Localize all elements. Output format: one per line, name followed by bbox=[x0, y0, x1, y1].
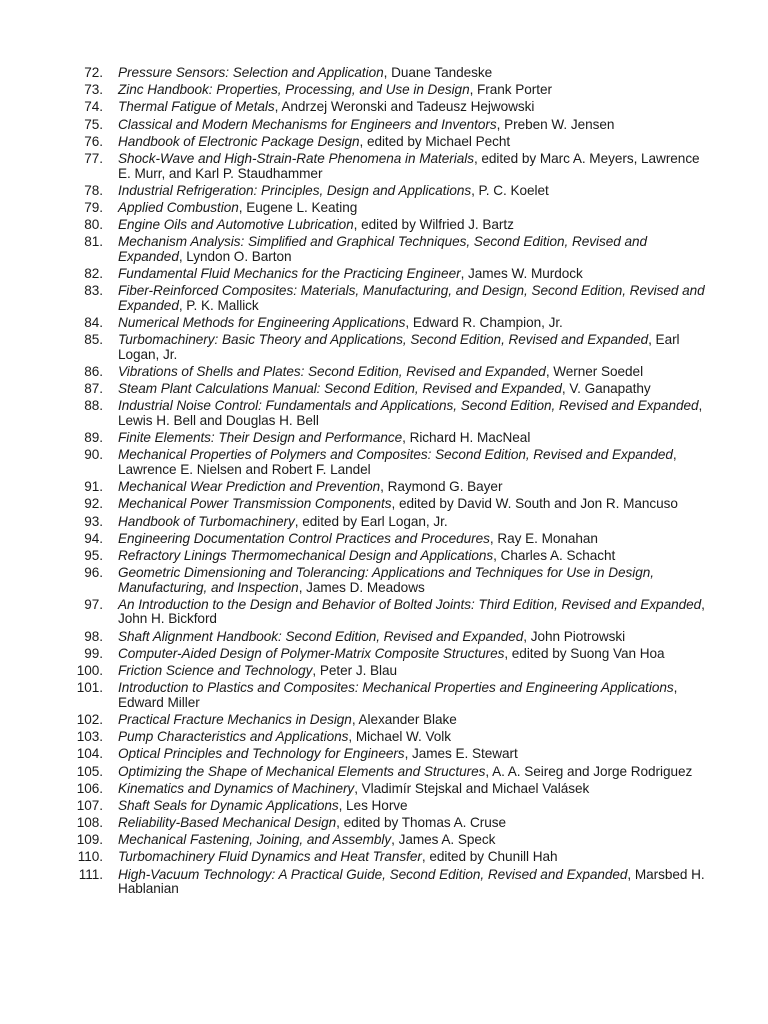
entry-number-cell bbox=[0, 664, 103, 679]
book-title: Steam Plant Calculations Manual: Second Edition, Revised and Expanded bbox=[118, 381, 562, 397]
book-authors: , P. C. Koelet bbox=[471, 182, 549, 198]
book-authors: , edited by Wilfried J. Bartz bbox=[353, 217, 514, 233]
entry-text bbox=[118, 118, 708, 133]
entry-number: 93. bbox=[84, 513, 103, 529]
entry-text bbox=[118, 681, 708, 710]
book-authors: , Werner Soedel bbox=[545, 364, 644, 379]
book-title: Pump Characteristics and Applications bbox=[118, 729, 349, 745]
book-title: Shaft Alignment Handbook: Second Edition, Revised and Expanded bbox=[118, 628, 524, 644]
list-item bbox=[0, 747, 768, 762]
entry-text bbox=[118, 816, 708, 831]
entry-text bbox=[118, 532, 708, 547]
list-item bbox=[0, 399, 768, 428]
list-item bbox=[0, 765, 768, 780]
entry-number: 101. bbox=[76, 680, 103, 696]
entry-number-cell bbox=[0, 235, 103, 264]
book-authors: , Duane Tandeske bbox=[383, 65, 493, 80]
entry-text bbox=[118, 713, 708, 728]
entry-number-cell bbox=[0, 448, 103, 477]
entry-number: 91. bbox=[84, 479, 103, 495]
book-title: An Introduction to the Design and Behavior of Bolted Joints: Third Edition, Revised and Expanded bbox=[118, 596, 702, 612]
list-item bbox=[0, 480, 768, 495]
entry-text bbox=[118, 747, 708, 762]
book-title: Mechanical Properties of Polymers and Composites: Second Edition, Revised and Expanded bbox=[118, 447, 673, 463]
list-item bbox=[0, 868, 768, 897]
list-item bbox=[0, 730, 768, 745]
book-title: Turbomachinery: Basic Theory and Applications, Second Edition, Revised and Expanded bbox=[118, 332, 649, 348]
list-item bbox=[0, 799, 768, 814]
book-authors: , Vladimír Stejskal and Michael Valásek bbox=[354, 780, 590, 796]
entry-number-cell bbox=[0, 118, 103, 133]
list-item bbox=[0, 66, 768, 81]
book-title: Turbomachinery Fluid Dynamics and Heat Transfer bbox=[118, 849, 422, 865]
book-title: Shock-Wave and High-Strain-Rate Phenomena in Materials bbox=[118, 150, 474, 166]
book-authors: , V. Ganapathy bbox=[561, 381, 651, 397]
list-item bbox=[0, 235, 768, 264]
book-title: Computer-Aided Design of Polymer-Matrix Composite Structures bbox=[118, 645, 505, 661]
book-title: Fundamental Fluid Mechanics for the Practicing Engineer bbox=[118, 266, 461, 282]
book-title: Kinematics and Dynamics of Machinery bbox=[118, 780, 355, 796]
book-title: Mechanical Power Transmission Components bbox=[118, 496, 392, 512]
book-title: Industrial Refrigeration: Principles, Design and Applications bbox=[118, 182, 472, 198]
book-authors: , edited by Suong Van Hoa bbox=[504, 645, 665, 661]
book-title: Finite Elements: Their Design and Performance bbox=[118, 430, 403, 446]
list-item bbox=[0, 681, 768, 710]
book-authors: , James A. Speck bbox=[391, 832, 496, 848]
book-authors: , Edward Miller bbox=[118, 680, 678, 710]
entry-number-cell bbox=[0, 333, 103, 362]
entry-text bbox=[118, 799, 708, 814]
entry-text bbox=[118, 664, 708, 679]
book-title: Reliability-Based Mechanical Design bbox=[118, 815, 337, 831]
list-item bbox=[0, 118, 768, 133]
entry-text bbox=[118, 833, 708, 848]
book-authors: , Charles A. Schacht bbox=[493, 547, 616, 563]
entry-number-cell bbox=[0, 201, 103, 216]
entry-number-cell bbox=[0, 566, 103, 595]
list-item bbox=[0, 647, 768, 662]
book-title: Optical Principles and Technology for Engineers bbox=[118, 746, 405, 762]
entry-number: 77. bbox=[84, 150, 103, 166]
entry-number: 84. bbox=[84, 315, 103, 331]
entry-number: 92. bbox=[84, 496, 103, 512]
book-authors: , Lyndon O. Barton bbox=[178, 248, 292, 264]
list-item bbox=[0, 515, 768, 530]
entry-text bbox=[118, 730, 708, 745]
entry-text bbox=[118, 647, 708, 662]
entry-number: 100. bbox=[76, 663, 103, 678]
book-title: Handbook of Turbomachinery bbox=[118, 513, 295, 529]
entry-number-cell bbox=[0, 730, 103, 745]
book-authors: , Preben W. Jensen bbox=[496, 116, 615, 132]
book-authors: , Earl Logan, Jr. bbox=[118, 332, 680, 362]
list-item bbox=[0, 630, 768, 645]
entry-text bbox=[118, 382, 708, 397]
book-authors: , James W. Murdock bbox=[460, 266, 583, 282]
book-authors: , Lawrence E. Nielsen and Robert F. Landel bbox=[118, 447, 677, 477]
entry-text bbox=[118, 868, 708, 897]
entry-text bbox=[118, 448, 708, 477]
book-title: Engine Oils and Automotive Lubrication bbox=[118, 217, 354, 233]
entry-number: 73. bbox=[84, 82, 103, 98]
entry-text bbox=[118, 267, 708, 282]
list-item bbox=[0, 218, 768, 233]
entry-number: 83. bbox=[84, 283, 103, 299]
entry-number-cell bbox=[0, 850, 103, 865]
entry-number: 87. bbox=[84, 381, 103, 397]
entry-number: 89. bbox=[84, 430, 103, 446]
entry-text bbox=[118, 100, 708, 115]
list-item bbox=[0, 184, 768, 199]
list-item bbox=[0, 201, 768, 216]
book-title: Geometric Dimensioning and Tolerancing: Applications and Techniques for Use in Design, Manufacturing, and Inspection bbox=[118, 565, 654, 595]
entry-number: 104. bbox=[76, 746, 103, 762]
entry-text bbox=[118, 201, 708, 216]
book-title: Thermal Fatigue of Metals bbox=[118, 99, 275, 115]
list-item bbox=[0, 833, 768, 848]
list-item bbox=[0, 448, 768, 477]
list-item bbox=[0, 598, 768, 627]
book-authors: , Raymond G. Bayer bbox=[380, 479, 503, 495]
entry-number-cell bbox=[0, 598, 103, 627]
entry-text bbox=[118, 480, 708, 495]
book-title: Numerical Methods for Engineering Applications bbox=[118, 315, 406, 331]
book-authors: , edited by Thomas A. Cruse bbox=[336, 815, 507, 831]
list-item bbox=[0, 850, 768, 865]
entry-number: 74. bbox=[84, 99, 103, 115]
entry-number-cell bbox=[0, 868, 103, 897]
book-title: Pressure Sensors: Selection and Application bbox=[118, 65, 384, 80]
entry-number-cell bbox=[0, 799, 103, 814]
entry-number: 72. bbox=[84, 65, 103, 80]
entry-number-cell bbox=[0, 83, 103, 98]
list-item bbox=[0, 135, 768, 150]
entry-number: 103. bbox=[76, 729, 103, 745]
book-title: Mechanism Analysis: Simplified and Graphical Techniques, Second Edition, Revised and Expanded bbox=[118, 234, 648, 264]
book-authors: , edited by Chunill Hah bbox=[421, 849, 558, 865]
book-authors: , edited by Marc A. Meyers, Lawrence E. Murr, and Karl P. Staudhammer bbox=[118, 150, 700, 181]
list-item bbox=[0, 333, 768, 362]
book-authors: , Frank Porter bbox=[469, 82, 552, 98]
book-authors: , Les Horve bbox=[338, 797, 408, 813]
entry-number-cell bbox=[0, 497, 103, 512]
list-item bbox=[0, 100, 768, 115]
entry-number: 80. bbox=[84, 217, 103, 233]
entry-number-cell bbox=[0, 267, 103, 282]
entry-number-cell bbox=[0, 765, 103, 780]
entry-text bbox=[118, 184, 708, 199]
entry-text bbox=[118, 399, 708, 428]
entry-number-cell bbox=[0, 316, 103, 331]
list-item bbox=[0, 284, 768, 313]
book-title: Classical and Modern Mechanisms for Engineers and Inventors bbox=[118, 116, 497, 132]
entry-number-cell bbox=[0, 382, 103, 397]
entry-text bbox=[118, 765, 708, 780]
list-item bbox=[0, 664, 768, 679]
entry-number: 107. bbox=[76, 797, 103, 813]
book-title: Industrial Noise Control: Fundamentals and Applications, Second Edition, Revised and Expanded bbox=[118, 398, 699, 414]
book-authors: , John H. Bickford bbox=[118, 596, 705, 627]
entry-number: 86. bbox=[84, 364, 103, 379]
entry-number-cell bbox=[0, 681, 103, 710]
book-authors: , Richard H. MacNeal bbox=[402, 430, 531, 446]
list-item bbox=[0, 83, 768, 98]
entry-number: 111. bbox=[78, 866, 103, 882]
entry-text bbox=[118, 333, 708, 362]
list-item bbox=[0, 497, 768, 512]
entry-number: 98. bbox=[84, 628, 103, 644]
entry-text bbox=[118, 218, 708, 233]
book-authors: , edited by Earl Logan, Jr. bbox=[294, 513, 448, 529]
entry-number-cell bbox=[0, 549, 103, 564]
list-item bbox=[0, 566, 768, 595]
entry-text bbox=[118, 235, 708, 264]
book-authors: , Peter J. Blau bbox=[312, 663, 398, 678]
entry-number: 81. bbox=[84, 234, 103, 250]
book-title: Mechanical Fastening, Joining, and Assembly bbox=[118, 832, 392, 848]
book-title: Practical Fracture Mechanics in Design bbox=[118, 711, 352, 727]
entry-text bbox=[118, 83, 708, 98]
book-series-list bbox=[0, 66, 768, 899]
entry-text bbox=[118, 365, 708, 380]
book-title: Optimizing the Shape of Mechanical Elements and Structures bbox=[118, 763, 486, 779]
list-item bbox=[0, 782, 768, 797]
list-item bbox=[0, 267, 768, 282]
book-title: Handbook of Electronic Package Design bbox=[118, 133, 360, 149]
book-authors: , edited by Michael Pecht bbox=[359, 133, 511, 149]
book-title: High-Vacuum Technology: A Practical Guide, Second Edition, Revised and Expanded bbox=[118, 866, 628, 882]
entry-number-cell bbox=[0, 747, 103, 762]
entry-text bbox=[118, 135, 708, 150]
entry-text bbox=[118, 431, 708, 446]
book-authors: , James D. Meadows bbox=[298, 579, 425, 595]
entry-number: 108. bbox=[76, 815, 103, 831]
list-item bbox=[0, 549, 768, 564]
entry-number: 90. bbox=[84, 447, 103, 463]
list-item bbox=[0, 532, 768, 547]
book-title: Zinc Handbook: Properties, Processing, and Use in Design bbox=[118, 82, 470, 98]
entry-number-cell bbox=[0, 184, 103, 199]
entry-number: 75. bbox=[84, 116, 103, 132]
entry-text bbox=[118, 850, 708, 865]
entry-text bbox=[118, 66, 708, 81]
entry-text bbox=[118, 630, 708, 645]
entry-number-cell bbox=[0, 218, 103, 233]
book-authors: , edited by David W. South and Jon R. Mancuso bbox=[391, 496, 678, 512]
book-authors: , James E. Stewart bbox=[404, 746, 518, 762]
entry-number-cell bbox=[0, 515, 103, 530]
entry-number-cell bbox=[0, 532, 103, 547]
entry-text bbox=[118, 497, 708, 512]
entry-number: 109. bbox=[76, 832, 103, 848]
entry-text bbox=[118, 152, 708, 181]
entry-number: 110. bbox=[77, 849, 103, 865]
book-authors: , John Piotrowski bbox=[523, 628, 626, 644]
book-title: Applied Combustion bbox=[118, 199, 239, 215]
list-item bbox=[0, 713, 768, 728]
entry-number: 79. bbox=[84, 199, 103, 215]
entry-number: 76. bbox=[84, 133, 103, 149]
book-authors: , Marsbed H. Hablanian bbox=[118, 866, 705, 897]
entry-number-cell bbox=[0, 480, 103, 495]
entry-number-cell bbox=[0, 630, 103, 645]
entry-number-cell bbox=[0, 365, 103, 380]
book-authors: , P. K. Mallick bbox=[178, 297, 259, 313]
book-authors: , Edward R. Champion, Jr. bbox=[405, 315, 563, 331]
entry-number-cell bbox=[0, 135, 103, 150]
book-authors: , Lewis H. Bell and Douglas H. Bell bbox=[118, 398, 703, 428]
entry-number: 102. bbox=[76, 711, 103, 727]
entry-number: 99. bbox=[84, 645, 103, 661]
entry-text bbox=[118, 566, 708, 595]
entry-number-cell bbox=[0, 152, 103, 181]
entry-number-cell bbox=[0, 284, 103, 313]
book-title: Engineering Documentation Control Practices and Procedures bbox=[118, 530, 490, 546]
entry-text bbox=[118, 549, 708, 564]
entry-text bbox=[118, 316, 708, 331]
list-item bbox=[0, 382, 768, 397]
entry-number: 82. bbox=[84, 266, 103, 282]
book-authors: , Eugene L. Keating bbox=[238, 199, 358, 215]
entry-number-cell bbox=[0, 713, 103, 728]
entry-number: 88. bbox=[84, 398, 103, 414]
book-title: Fiber-Reinforced Composites: Materials, Manufacturing, and Design, Second Edition, Revised and Expanded bbox=[118, 283, 705, 313]
entry-number: 105. bbox=[76, 763, 103, 779]
entry-number-cell bbox=[0, 100, 103, 115]
book-authors: , Alexander Blake bbox=[351, 711, 457, 727]
list-item bbox=[0, 316, 768, 331]
book-title: Mechanical Wear Prediction and Prevention bbox=[118, 479, 381, 495]
book-title: Shaft Seals for Dynamic Applications bbox=[118, 797, 339, 813]
entry-number-cell bbox=[0, 647, 103, 662]
book-authors: , Andrzej Weronski and Tadeusz Hejwowski bbox=[274, 99, 535, 115]
list-item bbox=[0, 365, 768, 380]
list-item bbox=[0, 431, 768, 446]
entry-number-cell bbox=[0, 833, 103, 848]
book-title: Vibrations of Shells and Plates: Second Edition, Revised and Expanded bbox=[118, 364, 546, 379]
entry-text bbox=[118, 515, 708, 530]
entry-number-cell bbox=[0, 399, 103, 428]
entry-number: 96. bbox=[84, 565, 103, 581]
entry-number: 106. bbox=[76, 780, 103, 796]
book-authors: , Ray E. Monahan bbox=[489, 530, 598, 546]
entry-number-cell bbox=[0, 66, 103, 81]
book-authors: , Michael W. Volk bbox=[348, 729, 452, 745]
entry-number: 95. bbox=[84, 547, 103, 563]
entry-number-cell bbox=[0, 816, 103, 831]
list-item bbox=[0, 816, 768, 831]
book-title: Friction Science and Technology bbox=[118, 663, 313, 678]
entry-number: 94. bbox=[84, 530, 103, 546]
entry-number: 78. bbox=[84, 182, 103, 198]
book-title: Refractory Linings Thermomechanical Design and Applications bbox=[118, 547, 494, 563]
entry-number: 85. bbox=[84, 332, 103, 348]
entry-number-cell bbox=[0, 431, 103, 446]
entry-text bbox=[118, 782, 708, 797]
book-title: Introduction to Plastics and Composites: Mechanical Properties and Engineering Applications bbox=[118, 680, 674, 696]
entry-text bbox=[118, 598, 708, 627]
entry-number: 97. bbox=[84, 596, 103, 612]
entry-number-cell bbox=[0, 782, 103, 797]
list-item bbox=[0, 152, 768, 181]
book-authors: , A. A. Seireg and Jorge Rodriguez bbox=[485, 763, 693, 779]
entry-text bbox=[118, 284, 708, 313]
